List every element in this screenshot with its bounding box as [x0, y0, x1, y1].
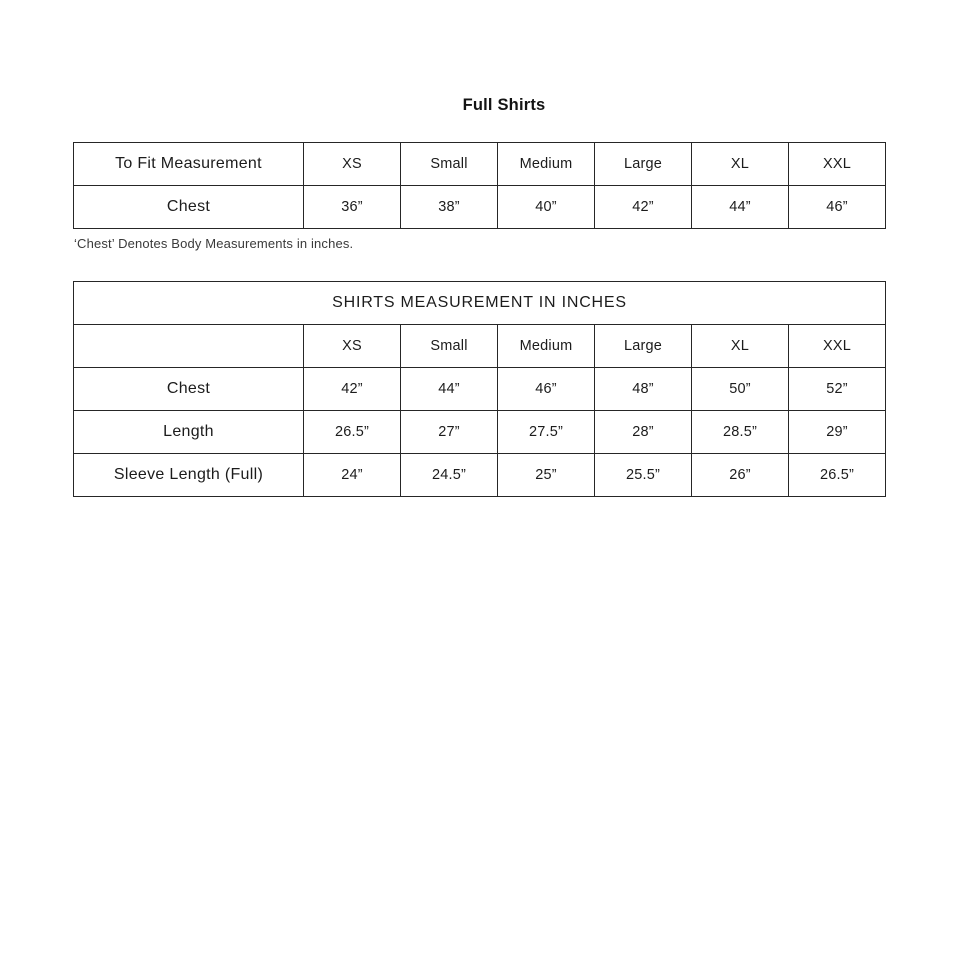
- shirts-sleeve-xs: 24”: [304, 454, 401, 497]
- fit-chest-xl: 44”: [692, 186, 789, 229]
- fit-chest-medium: 40”: [498, 186, 595, 229]
- shirts-length-xxl: 29”: [789, 411, 886, 454]
- shirts-length-large: 28”: [595, 411, 692, 454]
- fit-header-large: Large: [595, 143, 692, 186]
- fit-header-small: Small: [401, 143, 498, 186]
- shirts-chest-xs: 42”: [304, 368, 401, 411]
- shirts-header-xs: XS: [304, 325, 401, 368]
- page-title: Full Shirts: [462, 96, 546, 114]
- shirts-table-title: SHIRTS MEASUREMENT IN INCHES: [74, 282, 886, 325]
- shirts-header-blank: [74, 325, 304, 368]
- shirts-sleeve-medium: 25”: [498, 454, 595, 497]
- shirts-chest-large: 48”: [595, 368, 692, 411]
- shirts-header-large: Large: [595, 325, 692, 368]
- shirts-sleeve-xxl: 26.5”: [789, 454, 886, 497]
- shirts-length-medium: 27.5”: [498, 411, 595, 454]
- fit-header-xxl: XXL: [789, 143, 886, 186]
- fit-header-medium: Medium: [498, 143, 595, 186]
- shirts-table-size-header-row: [74, 325, 886, 368]
- fit-chest-small: 38”: [401, 186, 498, 229]
- fit-header-xs: XS: [304, 143, 401, 186]
- shirts-header-xl: XL: [692, 325, 789, 368]
- shirts-header-xxl: XXL: [789, 325, 886, 368]
- shirts-header-small: Small: [401, 325, 498, 368]
- shirts-length-xl: 28.5”: [692, 411, 789, 454]
- shirts-sleeve-xl: 26”: [692, 454, 789, 497]
- shirts-row-label: Chest: [74, 368, 304, 411]
- shirts-sleeve-row: [74, 454, 886, 497]
- shirts-table-title-row: [74, 282, 886, 325]
- shirts-header-medium: Medium: [498, 325, 595, 368]
- shirts-length-small: 27”: [401, 411, 498, 454]
- shirts-chest-xl: 50”: [692, 368, 789, 411]
- fit-chest-xxl: 46”: [789, 186, 886, 229]
- to-fit-measurement-table: [73, 142, 886, 229]
- shirts-length-row: [74, 411, 886, 454]
- chest-measurement-note: ‘Chest’ Denotes Body Measurements in inches.: [74, 236, 354, 251]
- fit-chest-xs: 36”: [304, 186, 401, 229]
- shirts-row-label: Length: [74, 411, 304, 454]
- shirts-chest-small: 44”: [401, 368, 498, 411]
- fit-row-label: Chest: [74, 186, 304, 229]
- fit-header-xl: XL: [692, 143, 789, 186]
- shirts-chest-medium: 46”: [498, 368, 595, 411]
- shirts-chest-xxl: 52”: [789, 368, 886, 411]
- shirts-chest-row: [74, 368, 886, 411]
- fit-chest-large: 42”: [595, 186, 692, 229]
- fit-table-chest-row: [74, 186, 886, 229]
- fit-header-label: To Fit Measurement: [74, 143, 304, 186]
- shirts-sleeve-small: 24.5”: [401, 454, 498, 497]
- shirts-sleeve-large: 25.5”: [595, 454, 692, 497]
- shirts-length-xs: 26.5”: [304, 411, 401, 454]
- shirts-measurement-table: [73, 281, 886, 497]
- shirts-row-label: Sleeve Length (Full): [74, 454, 304, 497]
- fit-table-header-row: [74, 143, 886, 186]
